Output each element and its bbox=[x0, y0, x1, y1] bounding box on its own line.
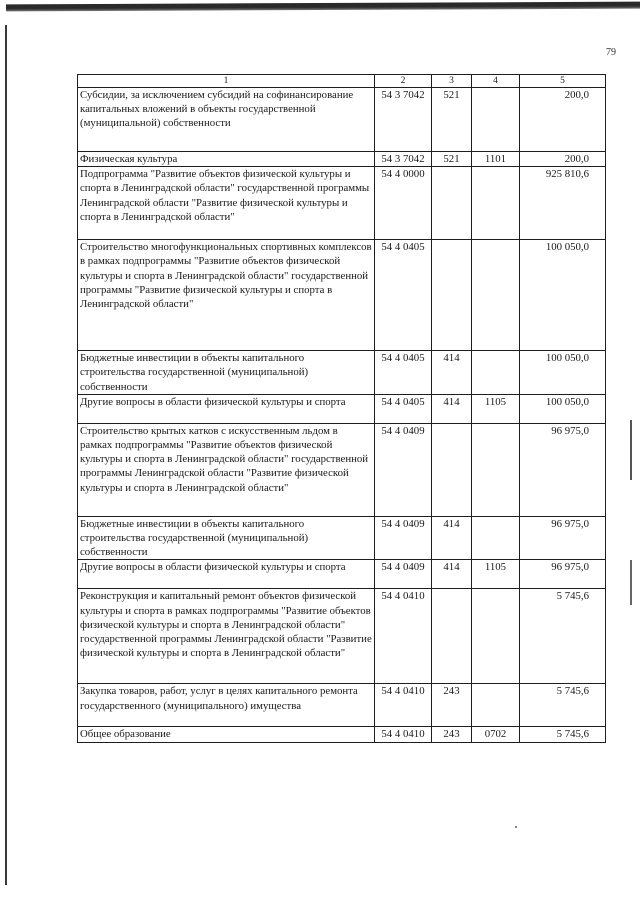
row-section bbox=[472, 589, 520, 684]
table-row bbox=[78, 684, 606, 727]
row-amount: 100 050,0 bbox=[520, 240, 606, 351]
row-expense-type: 243 bbox=[432, 684, 472, 727]
row-expense-type: 243 bbox=[432, 727, 472, 742]
row-expense-type: 414 bbox=[432, 560, 472, 589]
row-code: 54 4 0405 bbox=[375, 394, 432, 423]
row-code: 54 4 0410 bbox=[375, 684, 432, 727]
row-amount: 5 745,6 bbox=[520, 727, 606, 742]
scan-edge-top bbox=[6, 2, 640, 12]
scan-edge-right-lower bbox=[630, 560, 632, 605]
row-amount: 925 810,6 bbox=[520, 167, 606, 240]
row-amount: 200,0 bbox=[520, 88, 606, 152]
header-col-2: 2 bbox=[375, 75, 432, 88]
row-expense-type: 521 bbox=[432, 152, 472, 167]
table-row bbox=[78, 394, 606, 423]
row-amount: 100 050,0 bbox=[520, 351, 606, 395]
row-amount: 96 975,0 bbox=[520, 560, 606, 589]
table-row bbox=[78, 351, 606, 395]
header-col-3: 3 bbox=[432, 75, 472, 88]
page-number: 79 bbox=[606, 47, 616, 58]
budget-table bbox=[77, 74, 606, 743]
table-row bbox=[78, 167, 606, 240]
table-row bbox=[78, 516, 606, 560]
row-section bbox=[472, 240, 520, 351]
row-name: Физическая культура bbox=[78, 152, 375, 167]
row-name: Другие вопросы в области физической культуры и спорта bbox=[78, 394, 375, 423]
row-name: Подпрограмма "Развитие объектов физической культуры и спорта в Ленинградской области" государственной программы Ленинградской области "Развитие физической культуры и спорта в Ленинградской области" bbox=[78, 167, 375, 240]
table-row bbox=[78, 560, 606, 589]
row-section bbox=[472, 167, 520, 240]
row-code: 54 4 0409 bbox=[375, 423, 432, 516]
row-expense-type: 521 bbox=[432, 88, 472, 152]
table-row bbox=[78, 423, 606, 516]
row-name: Закупка товаров, работ, услуг в целях капитального ремонта государственного (муниципального) имущества bbox=[78, 684, 375, 727]
row-name: Другие вопросы в области физической культуры и спорта bbox=[78, 560, 375, 589]
row-amount: 5 745,6 bbox=[520, 684, 606, 727]
row-section bbox=[472, 516, 520, 560]
row-section: 0702 bbox=[472, 727, 520, 742]
row-expense-type bbox=[432, 423, 472, 516]
scan-edge-left bbox=[5, 25, 7, 885]
row-name: Строительство крытых катков с искусственным льдом в рамках подпрограммы "Развитие объектов физической культуры и спорта в Ленинградской области" государственной программы Ленинградской области "Развитие физической культуры и спорта в Ленинградской области" bbox=[78, 423, 375, 516]
row-expense-type bbox=[432, 589, 472, 684]
row-section bbox=[472, 423, 520, 516]
table-header-row bbox=[78, 75, 606, 88]
row-section: 1101 bbox=[472, 152, 520, 167]
table-row bbox=[78, 589, 606, 684]
row-code: 54 4 0410 bbox=[375, 589, 432, 684]
row-code: 54 4 0000 bbox=[375, 167, 432, 240]
table-row bbox=[78, 152, 606, 167]
row-section bbox=[472, 684, 520, 727]
row-amount: 96 975,0 bbox=[520, 423, 606, 516]
row-section bbox=[472, 351, 520, 395]
row-name: Бюджетные инвестиции в объекты капитального строительства государственной (муниципальной) собственности bbox=[78, 516, 375, 560]
row-expense-type: 414 bbox=[432, 516, 472, 560]
scan-edge-right bbox=[630, 420, 632, 480]
row-amount: 100 050,0 bbox=[520, 394, 606, 423]
row-expense-type bbox=[432, 240, 472, 351]
row-code: 54 3 7042 bbox=[375, 88, 432, 152]
row-amount: 96 975,0 bbox=[520, 516, 606, 560]
row-name: Строительство многофункциональных спортивных комплексов в рамках подпрограммы "Развитие объектов физической культуры и спорта в Ленинградской области" государственной программы "Развитие физической культуры и спорта в Ленинградской области" bbox=[78, 240, 375, 351]
row-expense-type bbox=[432, 167, 472, 240]
scan-speck bbox=[515, 826, 517, 828]
row-name: Субсидии, за исключением субсидий на софинансирование капитальных вложений в объекты государственной (муниципальной) собственности bbox=[78, 88, 375, 152]
row-section: 1105 bbox=[472, 560, 520, 589]
table-row bbox=[78, 240, 606, 351]
header-col-1: 1 bbox=[78, 75, 375, 88]
row-name: Реконструкция и капитальный ремонт объектов физической культуры и спорта в рамках подпрограммы "Развитие объектов физической культуры и спорта в Ленинградской области" государственной программы Ленинградской области "Развитие физической культуры и спорта в Ленинградской области" bbox=[78, 589, 375, 684]
row-name: Общее образование bbox=[78, 727, 375, 742]
row-code: 54 4 0409 bbox=[375, 516, 432, 560]
row-code: 54 4 0405 bbox=[375, 240, 432, 351]
row-amount: 5 745,6 bbox=[520, 589, 606, 684]
table-row bbox=[78, 88, 606, 152]
header-col-5: 5 bbox=[520, 75, 606, 88]
row-code: 54 4 0410 bbox=[375, 727, 432, 742]
header-col-4: 4 bbox=[472, 75, 520, 88]
row-code: 54 4 0405 bbox=[375, 351, 432, 395]
table-row bbox=[78, 727, 606, 742]
row-expense-type: 414 bbox=[432, 351, 472, 395]
row-amount: 200,0 bbox=[520, 152, 606, 167]
row-code: 54 4 0409 bbox=[375, 560, 432, 589]
row-section: 1105 bbox=[472, 394, 520, 423]
row-expense-type: 414 bbox=[432, 394, 472, 423]
row-section bbox=[472, 88, 520, 152]
row-code: 54 3 7042 bbox=[375, 152, 432, 167]
row-name: Бюджетные инвестиции в объекты капитального строительства государственной (муниципальной) собственности bbox=[78, 351, 375, 395]
